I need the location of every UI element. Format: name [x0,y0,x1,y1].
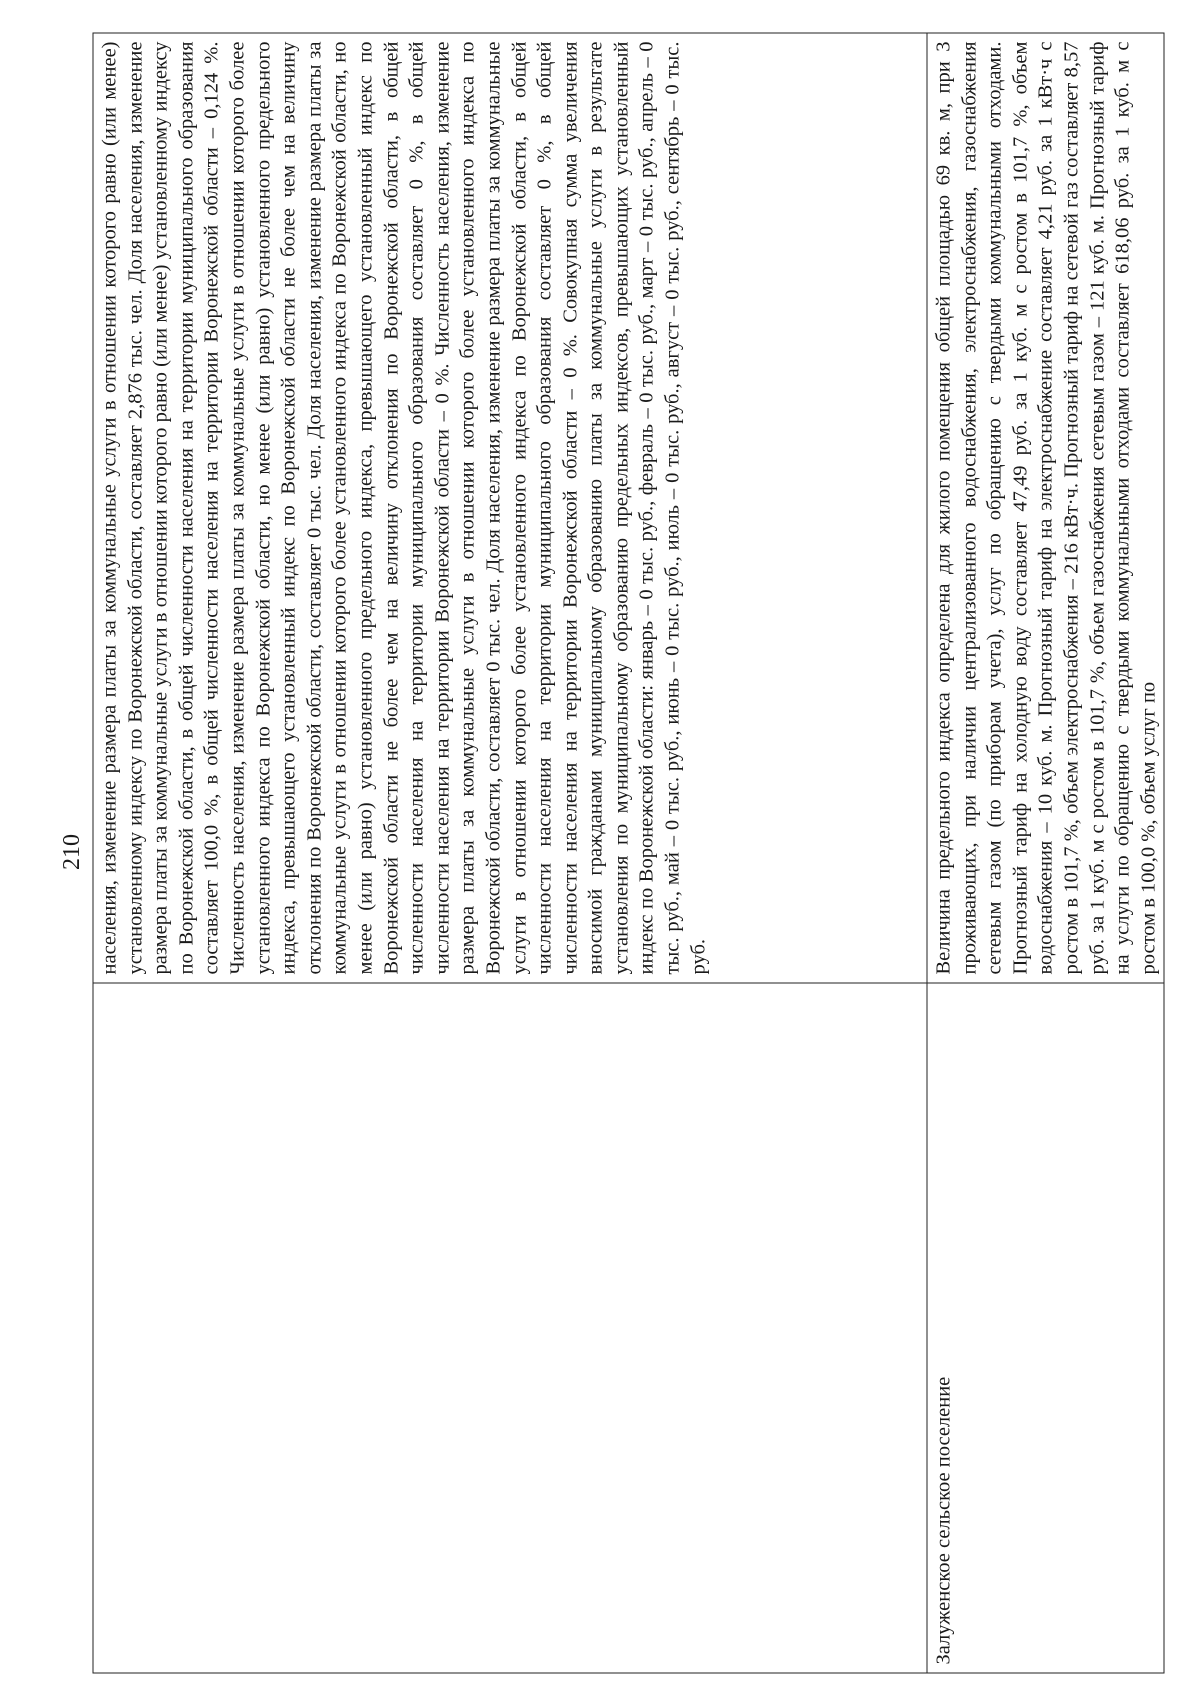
municipality-name-cell: Залуженское сельское поселение [927,983,1164,1673]
rotated-page-content [93,34,1160,1674]
page-number: 210 [59,834,85,870]
description-cell: населения, изменение размера платы за коммунальные услуги в отношении которого равно (или менее) установленному индексу по Воронежской области, составляет 2,876 тыс. чел. Доля населения, изменение размера платы за коммунальные услуги в отношении которого равно (или менее) установленному индексу по Воронежской области, в общей численности населения на территории муниципального образования составляет 100,0 %, в общей численности населения на территории Воронежской области – 0,124 %. Численность населения, изменение размера платы за коммунальные услуги в отношении которого более установленного индекса по Воронежской области, но менее (или равно) установленного предельного индекса, превышающего установленный индекс по Воронежской области не более чем на величину отклонения по Воронежской области, составляет 0 тыс. чел. Доля населения, изменение размера платы за коммунальные услуги в отношении которого более установленного индекса по Воронежской области, но менее (или равно) установленного предельного индекса, превышающего установленный индекс по Воронежской области не более чем на величину отклонения по Воронежской области, в общей численности населения на территории муниципального образования составляет 0 %, в общей численности населения на территории Воронежской области – 0 %. Численность населения, изменение размера платы за коммунальные услуги в отношении которого более установленного индекса по Воронежской области, составляет 0 тыс. чел. Доля населения, изменение размера платы за коммунальные услуги в отношении которого более установленного индекса по Воронежской области, в общей численности населения на территории муниципального образования составляет 0 %, в общей численности населения на территории Воронежской области – 0 %. Совокупная сумма увеличения вносимой гражданами муниципальному образованию платы за коммунальные услуги в результате установления по муниципальному образованию предельных индексов, превышающих установленный индекс по Воронежской области: январь – 0 тыс. руб., февраль – 0 тыс. руб., март – 0 тыс. руб., апрель – 0 тыс. руб., май – 0 тыс. руб., июнь – 0 тыс. руб., июль – 0 тыс. руб., август – 0 тыс. руб., сентябрь – 0 тыс. руб. [93,33,927,983]
description-cell: Величина предельного индекса определена для жилого помещения общей площадью 69 кв. м, при 3 проживающих, при наличии централизованного водоснабжения, электроснабжения, газоснабжения сетевым газом (по приборам учета), услуг по обращению с твердыми коммунальными отходами. Прогнозный тариф на холодную воду составляет 47,49 руб. за 1 куб. м с ростом в 101,7 %, объем водоснабжения – 10 куб. м. Прогнозный тариф на электроснабжение составляет 4,21 руб. за 1 кВт·ч с ростом в 101,7 %, объем электроснабжения – 216 кВт·ч. Прогнозный тариф на сетевой газ составляет 8,57 руб. за 1 куб. м с ростом в 101,7 %, объем газоснабжения сетевым газом – 121 куб. м. Прогнозный тариф на услуги по обращению с твердыми коммунальными отходами составляет 618,06 руб. за 1 куб. м с ростом в 100,0 %, объем услуг по [927,33,1164,983]
table-row [93,33,927,1673]
municipality-table [93,33,1165,1674]
table-row [927,33,1164,1673]
municipality-name-cell [93,983,927,1673]
